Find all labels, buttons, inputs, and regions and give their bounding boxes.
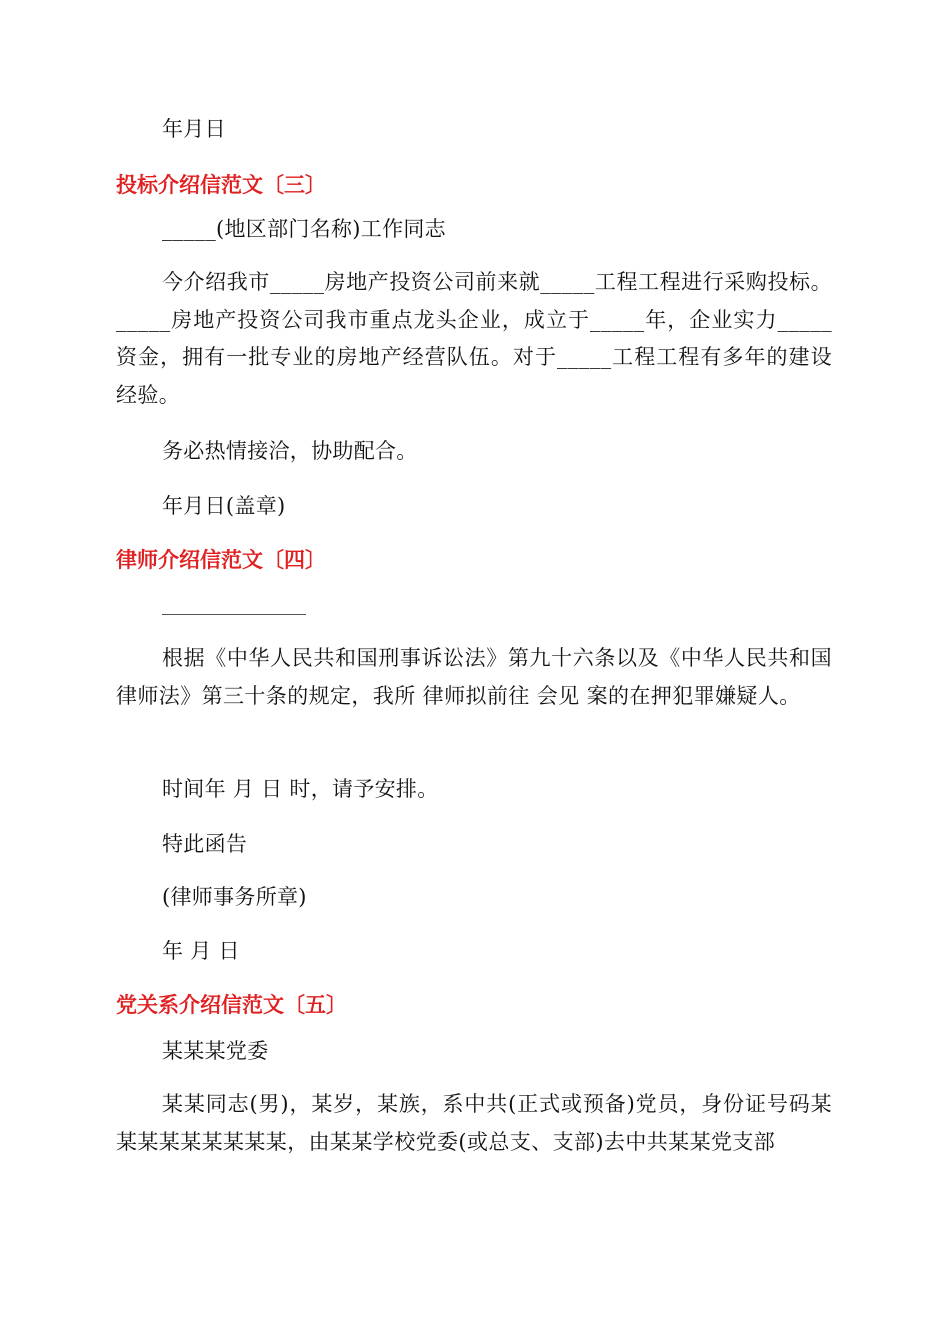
section4-body: 根据《中华人民共和国刑事诉讼法》第九十六条以及《中华人民共和国律师法》第三十条的规定，我所 律师拟前往 会见 案的在押犯罪嫌疑人。: [116, 646, 832, 708]
section4-heading: 律师介绍信范文〔四〕: [116, 548, 326, 572]
section5-heading: 党关系介绍信范文〔五〕: [116, 993, 347, 1017]
section3-closing: 务必热情接洽，协助配合。: [162, 439, 418, 463]
addressee-blank-line: [162, 614, 306, 615]
section5-body: 某某同志(男)，某岁，某族，系中共(正式或预备)党员，身份证号码某某某某某某某某某，由某某学校党委(或总支、支部)去中共某某党支部: [116, 1092, 832, 1154]
top-date: 年月日: [162, 117, 226, 141]
section3-heading: 投标介绍信范文〔三〕: [116, 173, 326, 197]
section5-addressee: 某某某党委: [162, 1039, 269, 1063]
section4-notice: 特此函告: [162, 832, 248, 856]
section3-addressee: _____(地区部门名称)工作同志: [162, 217, 446, 241]
section4-time-line: 时间年 月 日 时，请予安排。: [162, 777, 439, 801]
section3-date-seal: 年月日(盖章): [162, 494, 286, 518]
section4-date: 年 月 日: [162, 939, 240, 963]
section3-body: 今介绍我市_____房地产投资公司前来就_____工程工程进行采购投标。_____房地产投资公司我市重点龙头企业，成立于_____年，企业实力_____资金，拥有一批专业的房地产经营队伍。对于_____工程工程有多年的建设经验。: [116, 270, 832, 407]
section4-seal: (律师事务所章): [162, 885, 307, 909]
